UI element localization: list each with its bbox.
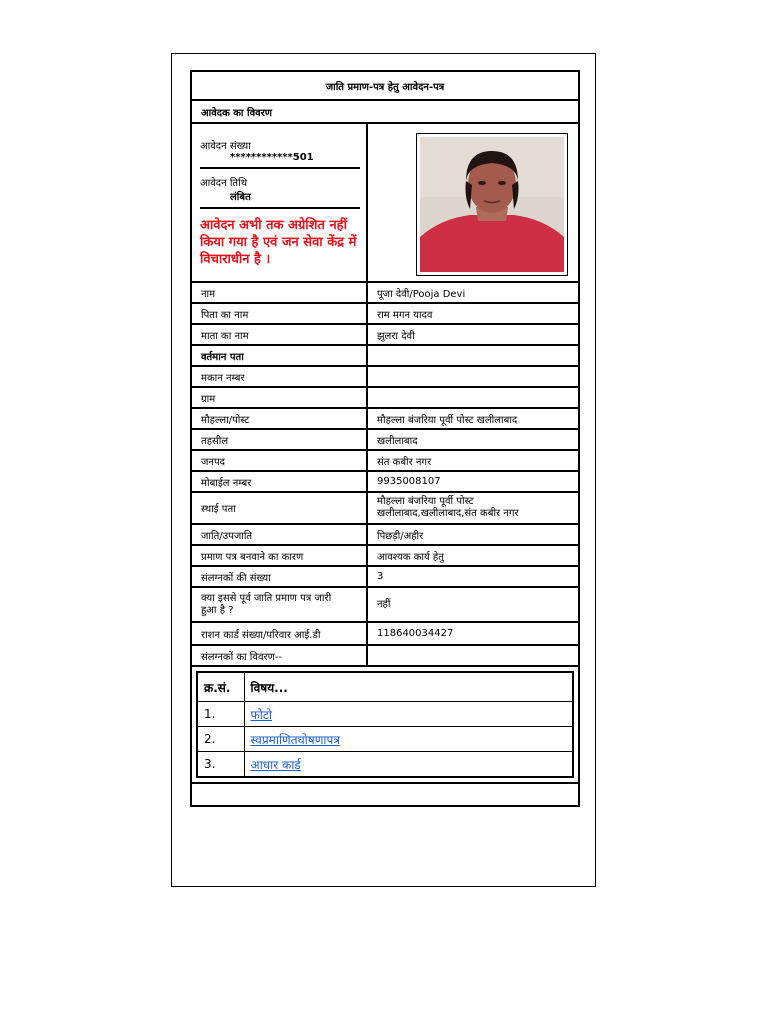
application-number-value: ************501	[230, 152, 314, 163]
field-label-current-address: वर्तमान पता	[191, 345, 367, 366]
field-value-house-number	[367, 366, 579, 387]
field-value-ration-card: 118640034427	[367, 622, 579, 645]
attachment-link-photo[interactable]: फोटो	[250, 707, 273, 722]
attachment-link-aadhaar[interactable]: आधार कार्ड	[250, 757, 301, 772]
application-date-label: आवेदन तिथि	[200, 178, 248, 189]
attachments-table	[196, 671, 574, 778]
field-value-mobile: 9935008107	[367, 471, 579, 492]
field-value-father-name: राम मगन यादव	[367, 303, 579, 324]
field-label-father-name: पिता का नाम	[191, 303, 367, 324]
attachment-number: 2.	[197, 727, 244, 752]
attachments-cell	[191, 666, 579, 783]
attachment-number: 1.	[197, 702, 244, 727]
field-label-house-number: मकान नम्बर	[191, 366, 367, 387]
table-row	[197, 752, 573, 778]
field-value-mother-name: झुलरा देवी	[367, 324, 579, 345]
field-label-name: नाम	[191, 282, 367, 303]
form-title: जाति प्रमाण-पत्र हेतु आवेदन-पत्र	[191, 71, 579, 100]
field-value-permanent-address	[367, 492, 579, 524]
field-label-attachment-count: संलग्नकों की संख्या	[191, 566, 367, 587]
divider	[200, 167, 360, 169]
applicant-photo-image	[420, 137, 564, 272]
field-value-attachment-count: 3	[367, 566, 579, 587]
field-label-permanent-address: स्थाई पता	[191, 492, 367, 524]
section-applicant-details: आवेदक का विवरण	[191, 100, 579, 123]
table-row	[197, 727, 573, 752]
attachments-col-subject: विषय...	[244, 672, 573, 702]
field-label-reason: प्रमाण पत्र बनवाने का कारण	[191, 545, 367, 566]
application-number-label: आवेदन संख्या	[200, 141, 251, 152]
application-info-cell	[191, 123, 367, 282]
field-label-mother-name: माता का नाम	[191, 324, 367, 345]
previous-certificate-line1: क्या इससे पूर्व जाति प्रमाण पत्र जारी	[201, 592, 332, 604]
field-value-current-address	[367, 345, 579, 366]
table-row	[197, 702, 573, 727]
permanent-address-line1: मौहल्ला बंजरिया पूर्वी पोस्ट	[377, 496, 474, 507]
previous-certificate-line2: हुआ है ?	[201, 604, 234, 616]
attachment-link-self-declaration[interactable]: स्वप्रमाणितघोषणापत्र	[250, 732, 340, 747]
field-label-caste: जाति/उपजाति	[191, 524, 367, 545]
field-label-locality-post: मौहल्ला/पोस्ट	[191, 408, 367, 429]
field-label-district: जनपद	[191, 450, 367, 471]
field-value-previous-certificate: नहीं	[367, 587, 579, 622]
divider	[200, 207, 360, 209]
field-label-village: ग्राम	[191, 387, 367, 408]
application-date-value: लंबित	[230, 192, 251, 203]
field-value-caste: पिछड़ी/अहीर	[367, 524, 579, 545]
field-value-tehsil: खलीलाबाद	[367, 429, 579, 450]
permanent-address-line2: खलीलाबाद,खलीलाबाद,संत कबीर नगर	[377, 508, 519, 519]
field-value-locality-post: मौहल्ला बंजरिया पूर्वी पोस्ट खलीलाबाद	[367, 408, 579, 429]
photo-cell	[367, 123, 579, 282]
field-label-ration-card: राशन कार्ड संख्या/परिवार आई.डी	[191, 622, 367, 645]
field-label-previous-certificate	[191, 587, 367, 622]
applicant-photo	[416, 133, 568, 276]
application-status-message: आवेदन अभी तक अग्रेशित नहीं किया गया है एवं जन सेवा केंद्र में विचाराधीन है ।	[200, 218, 357, 267]
field-value-attachment-details	[367, 645, 579, 666]
field-label-mobile: मोबाईल नम्बर	[191, 471, 367, 492]
field-label-attachment-details: संलग्नकों का विवरण--	[191, 645, 367, 666]
field-value-reason: आवश्यक कार्य हेतु	[367, 545, 579, 566]
attachment-number: 3.	[197, 752, 244, 778]
application-form	[190, 70, 580, 807]
attachments-col-number: क्र.सं.	[197, 672, 244, 702]
field-value-name: पूजा देवी/Pooja Devi	[367, 282, 579, 303]
field-label-tehsil: तहसील	[191, 429, 367, 450]
attachments-header-row	[197, 672, 573, 702]
field-value-village	[367, 387, 579, 408]
blank-row	[191, 783, 579, 806]
field-value-district: संत कबीर नगर	[367, 450, 579, 471]
